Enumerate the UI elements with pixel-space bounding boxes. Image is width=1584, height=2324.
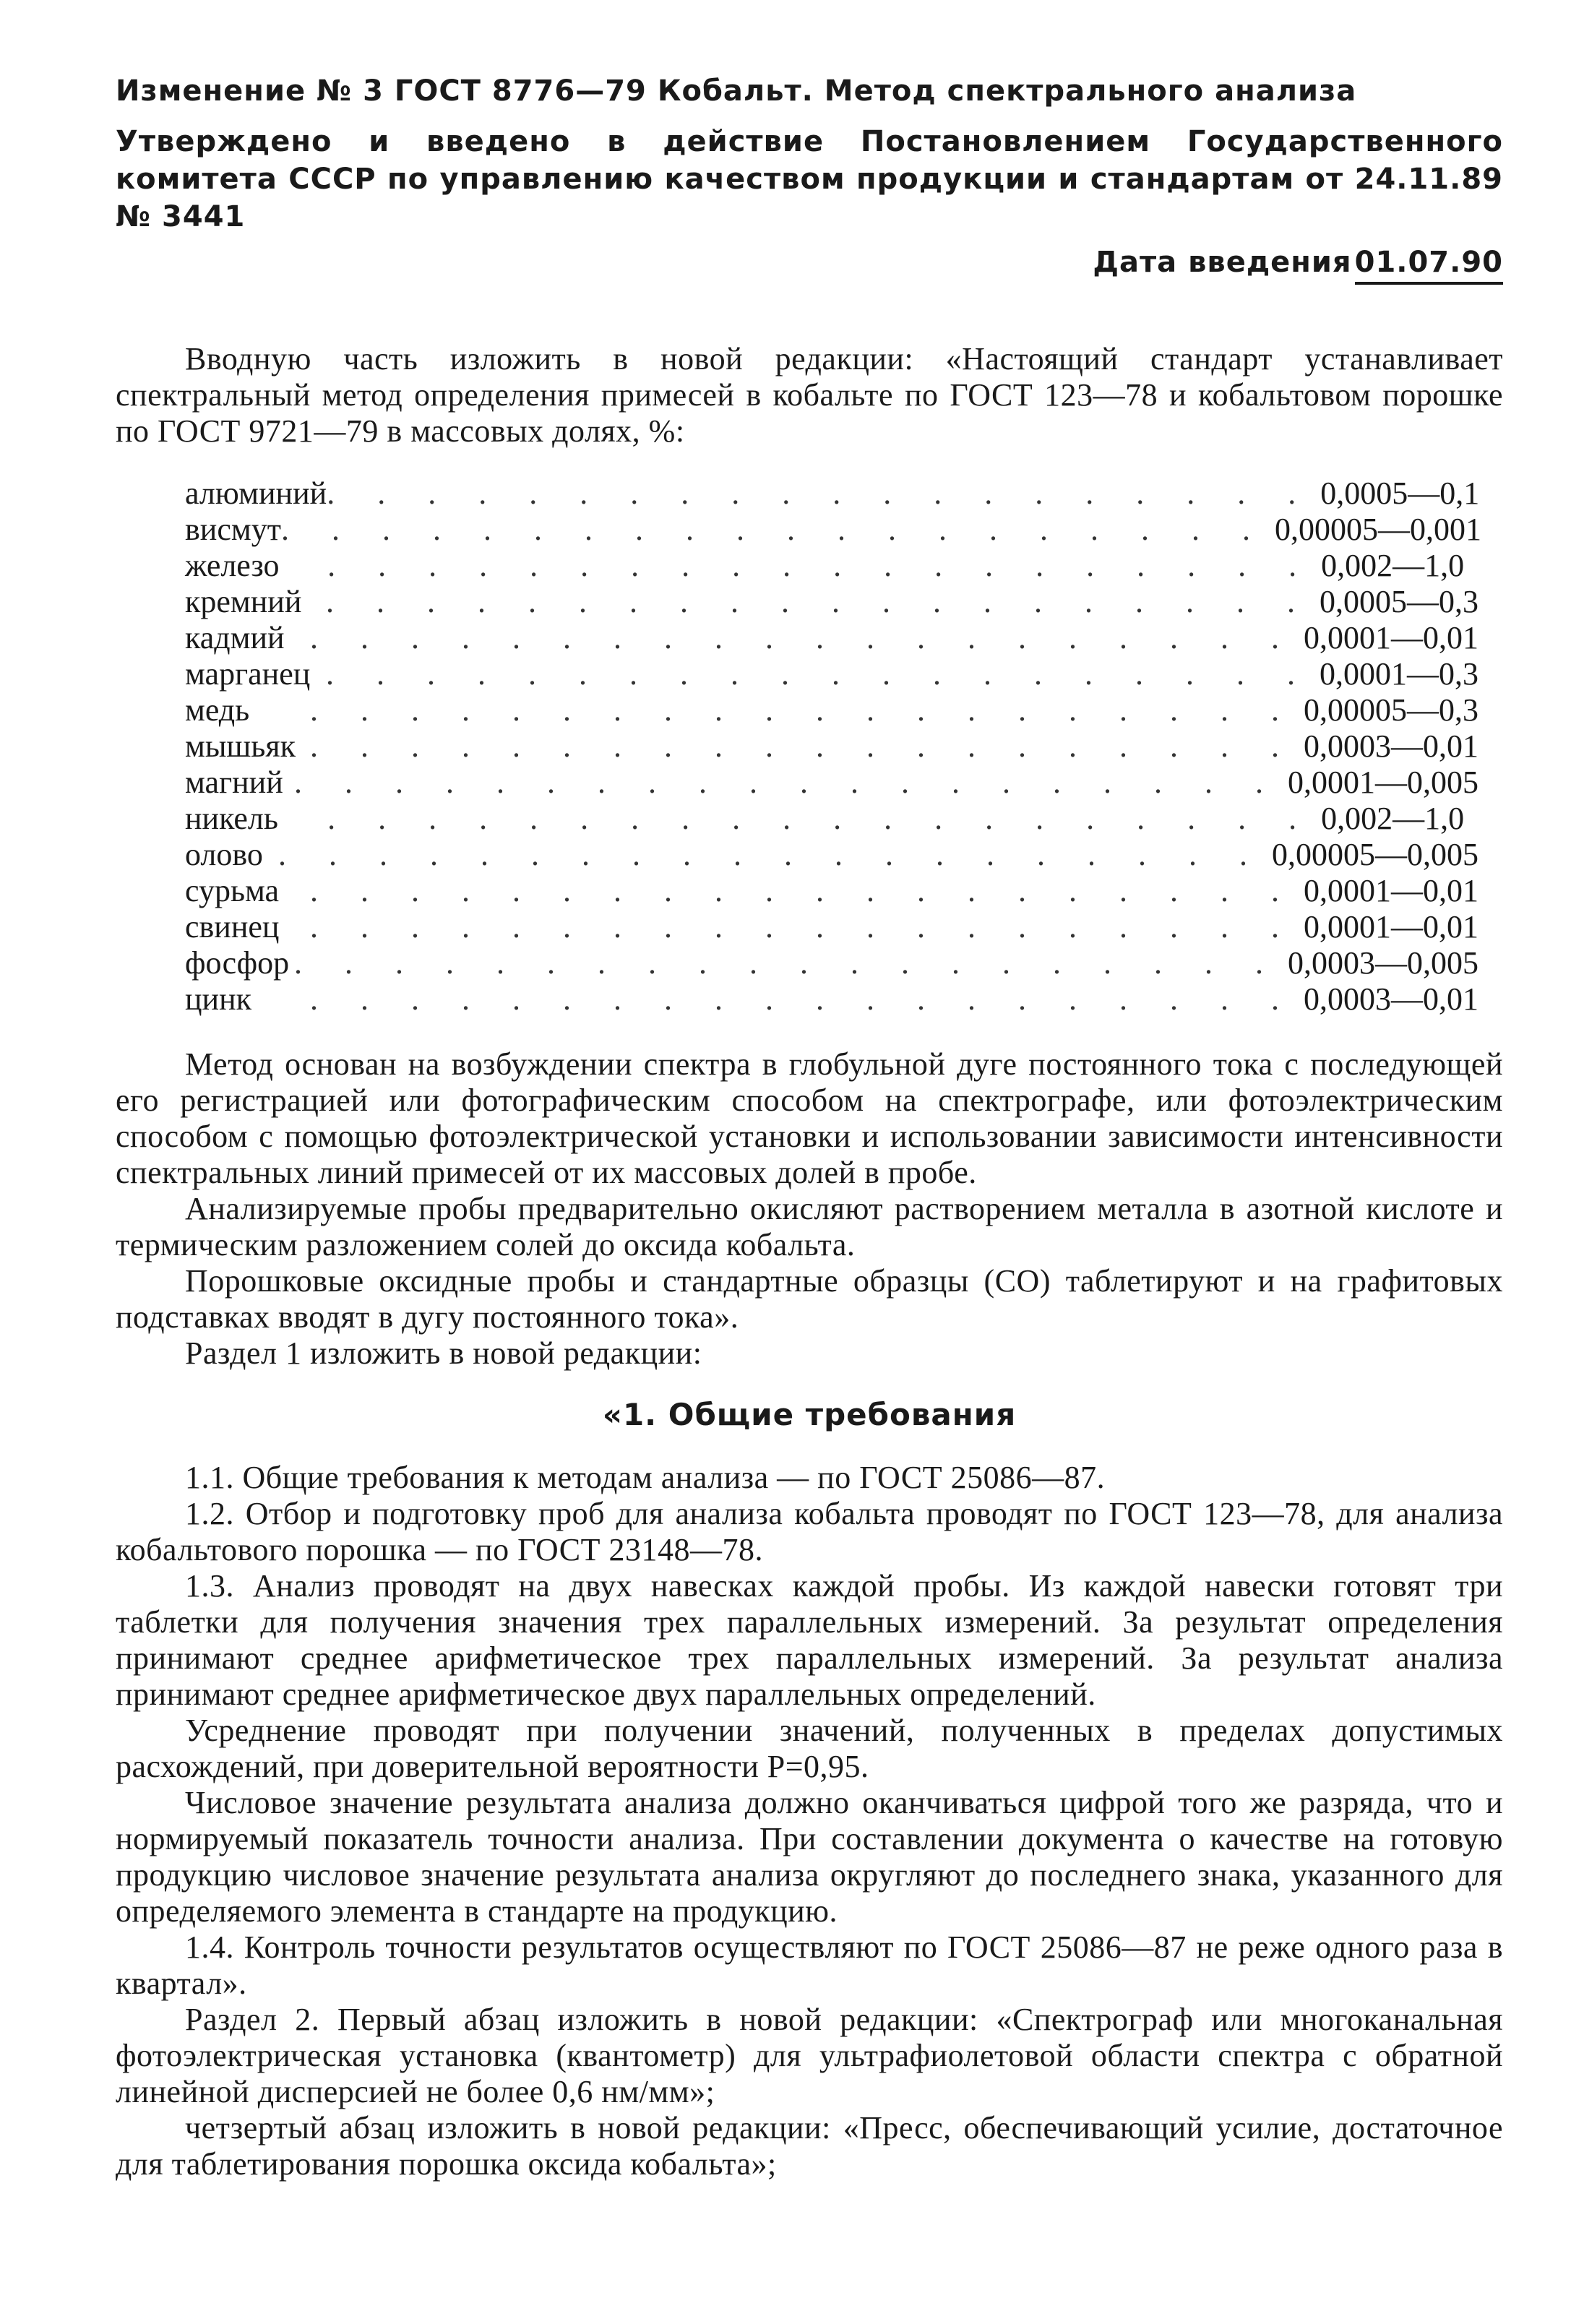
list-item xyxy=(185,548,1478,584)
element-range: 0,002—1,0 xyxy=(1321,548,1465,583)
element-range: 0,00005—0,3 xyxy=(1304,692,1478,728)
effective-date xyxy=(116,246,1503,279)
method-paragraph: Метод основан на возбуждении спектра в глобульной дуге постоянного тока с последующей его регистрацией или фотографическим способом на спектрографе, или фотоэлектрическим способом с помощью фотоэлектрической установки и использовании зависимости интенсивности спектральных линий примесей от их массовых долей в пробе. xyxy=(116,1046,1503,1190)
element-range: 0,0001—0,005 xyxy=(1288,765,1478,800)
element-range: 0,002—1,0 xyxy=(1321,801,1465,836)
element-name: цинк xyxy=(185,981,252,1017)
element-name: фосфор xyxy=(185,945,290,981)
leader-dots: . . . . . . . . . . . . . . . . . . . . xyxy=(278,837,1265,872)
element-name: свинец xyxy=(185,909,280,944)
element-name: марганец xyxy=(185,656,311,692)
element-range: 0,0003—0,01 xyxy=(1304,728,1478,764)
element-name: магний xyxy=(185,765,283,800)
element-name: медь xyxy=(185,692,250,728)
list-item xyxy=(185,584,1478,620)
element-range: 0,0001—0,01 xyxy=(1304,909,1478,944)
document-title: Изменение № 3 ГОСТ 8776—79 Кобальт. Метод спектрального анализа xyxy=(116,74,1357,108)
leader-dots: . . . . . . . . . . . . . . . . . . . . xyxy=(280,512,1267,547)
element-range: 0,00005—0,005 xyxy=(1272,837,1478,872)
element-name: олово xyxy=(185,837,263,872)
leader-dots: . . . . . . . . . . . . . . . . . . . . xyxy=(310,981,1296,1017)
clause-1-4: 1.4. Контроль точности результатов осуществляют по ГОСТ 25086—87 не реже одного раза в квартал». xyxy=(116,1929,1503,2001)
section-heading: «1. Общие требования xyxy=(602,1397,1017,1432)
leader-dots: . . . . . . . . . . . . . . . . . . . . xyxy=(327,801,1314,836)
list-item xyxy=(185,475,1478,512)
leader-dots: . . . . . . . . . . . . . . . . . . . . xyxy=(326,656,1312,692)
list-item xyxy=(185,981,1478,1017)
element-range: 0,0005—0,1 xyxy=(1320,475,1480,511)
rounding-paragraph: Числовое значение результата анализа должно оканчиваться цифрой того же разряда, что и нормируемый показатель точности анализа. При составлении документа о качестве на готовую продукцию числовое значение результата анализа округляют до последнего знака, указанного для определяемого элемента в стандарте на продукцию. xyxy=(116,1785,1503,1929)
element-name: мышьяк xyxy=(185,728,296,764)
effective-date-value: 01.07.90 xyxy=(1355,246,1503,285)
list-item xyxy=(185,909,1478,945)
section1-instruction: Раздел 1 изложить в новой редакции: xyxy=(185,1335,702,1371)
approval-statement: Утверждено и введено в действие Постановлением Государственного комитета СССР по управлению качеством продукции и стандартам от 24.11.89 № 3441 xyxy=(116,125,1503,233)
element-name: кадмий xyxy=(185,620,285,655)
document-page xyxy=(116,72,1503,2182)
element-range: 0,0003—0,005 xyxy=(1288,945,1478,981)
leader-dots: . . . . . . . . . . . . . . . . . . . . xyxy=(310,909,1296,944)
element-name: алюминий xyxy=(185,475,327,511)
effective-date-label: Дата введения xyxy=(1093,246,1352,279)
clause-1-1: 1.1. Общие требования к методам анализа — по ГОСТ 25086—87. xyxy=(185,1460,1106,1495)
element-range: 0,0001—0,01 xyxy=(1304,620,1478,655)
element-name: кремний xyxy=(185,584,302,619)
list-item xyxy=(185,801,1478,837)
element-range: 0,0001—0,01 xyxy=(1304,873,1478,908)
list-item xyxy=(185,692,1478,728)
leader-dots: . . . . . . . . . . . . . . . . . . . . xyxy=(326,584,1312,619)
oxidation-paragraph: Анализируемые пробы предварительно окисляют растворением металла в азотной кислоте и термическим разложением солей до оксида кобальта. xyxy=(116,1191,1503,1262)
list-item xyxy=(185,873,1478,909)
list-item xyxy=(185,620,1478,656)
element-range: 0,0005—0,3 xyxy=(1320,584,1478,619)
leader-dots: . . . . . . . . . . . . . . . . . . . . xyxy=(310,620,1296,655)
element-name: сурьма xyxy=(185,873,280,908)
leader-dots: . . . . . . . . . . . . . . . . . . . . xyxy=(310,728,1296,764)
clause-1-3: 1.3. Анализ проводят на двух навесках каждой пробы. Из каждой навески готовят три таблетки для получения значения трех параллельных измерений. За результат определения принимают среднее арифметическое трех параллельных измерений. За результат анализа принимают среднее арифметическое двух параллельных определений. xyxy=(116,1568,1503,1712)
element-range: 0,0003—0,01 xyxy=(1304,981,1478,1017)
leader-dots: . . . . . . . . . . . . . . . . . . . . xyxy=(327,475,1314,511)
fourth-paragraph: четзертый абзац изложить в новой редакции: «Пресс, обеспечивающий усилие, достаточное для таблетирования порошка оксида кобальта»; xyxy=(116,2110,1503,2182)
list-item xyxy=(185,765,1478,801)
section2-paragraph: Раздел 2. Первый абзац изложить в новой редакции: «Спектрограф или многоканальная фотоэлектрическая установка (квантометр) для ультрафиолетовой области спектра с обратной линейной дисперсией не более 0,6 нм/мм»; xyxy=(116,2002,1503,2109)
list-item xyxy=(185,945,1478,981)
element-name: висмут xyxy=(185,512,281,547)
leader-dots: . . . . . . . . . . . . . . . . . . . . xyxy=(327,548,1314,583)
list-item xyxy=(185,512,1481,548)
element-name: никель xyxy=(185,801,278,836)
leader-dots: . . . . . . . . . . . . . . . . . . . . xyxy=(310,692,1296,728)
list-item xyxy=(185,728,1478,765)
leader-dots: . . . . . . . . . . . . . . . . . . . . xyxy=(294,765,1280,800)
element-name: железо xyxy=(185,548,280,583)
tableting-paragraph: Порошковые оксидные пробы и стандартные образцы (СО) таблетируют и на графитовых подставках вводят в дугу постоянного тока». xyxy=(116,1263,1503,1335)
leader-dots: . . . . . . . . . . . . . . . . . . . . xyxy=(294,945,1280,981)
intro-paragraph: Вводную часть изложить в новой редакции: «Настоящий стандарт устанавливает спектральный метод определения примесей в кобальте по ГОСТ 123—78 и кобальтовом порошке по ГОСТ 9721—79 в массовых долях, %: xyxy=(116,341,1503,449)
element-list xyxy=(185,475,1481,1017)
leader-dots: . . . . . . . . . . . . . . . . . . . . xyxy=(310,873,1296,908)
element-range: 0,0001—0,3 xyxy=(1320,656,1478,692)
clause-1-2: 1.2. Отбор и подготовку проб для анализа кобальта проводят по ГОСТ 123—78, для анализа кобальтового порошка — по ГОСТ 23148—78. xyxy=(116,1496,1503,1567)
list-item xyxy=(185,837,1478,873)
averaging-paragraph: Усреднение проводят при получении значений, полученных в пределах допустимых расхождений, при доверительной вероятности P=0,95. xyxy=(116,1713,1503,1784)
element-range: 0,00005—0,001 xyxy=(1274,512,1481,547)
list-item xyxy=(185,656,1478,692)
